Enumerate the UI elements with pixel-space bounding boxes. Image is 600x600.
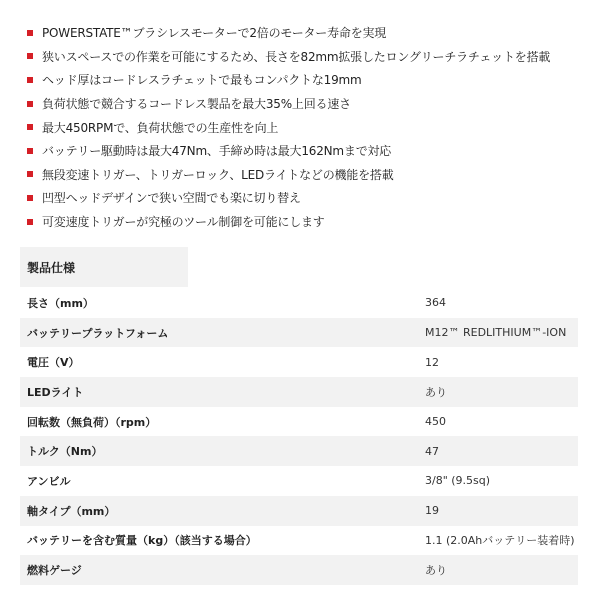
spec-value: 450	[425, 415, 446, 429]
feature-item	[0, 21, 550, 45]
feature-text: 可変速度トリガーが究極のツール制御を可能にします	[42, 215, 325, 230]
spec-title: 製品仕様	[27, 260, 76, 275]
spec-row	[20, 347, 578, 377]
feature-item	[0, 92, 550, 116]
spec-value: 364	[425, 296, 446, 310]
spec-label: 電圧（V）	[27, 356, 80, 370]
feature-item	[0, 186, 550, 210]
feature-text: 負荷状態で競合するコードレス製品を最大35%上回る速さ	[42, 97, 351, 112]
spec-value: 47	[425, 444, 439, 458]
spec-label: 回転数（無負荷）（rpm）	[27, 415, 157, 429]
spec-value: 19	[425, 504, 439, 518]
bullet-icon	[27, 101, 33, 107]
feature-item	[0, 45, 550, 69]
bullet-icon	[27, 124, 33, 130]
feature-text: POWERSTATE™ブラシレスモーターで2倍のモーター寿命を実現	[42, 26, 387, 41]
spec-table	[20, 288, 578, 585]
bullet-icon	[27, 219, 33, 225]
spec-value: 3/8" (9.5sq)	[425, 474, 491, 488]
spec-row	[20, 318, 578, 348]
spec-row	[20, 288, 578, 318]
feature-item	[0, 210, 550, 234]
feature-item	[0, 115, 550, 139]
feature-text: ヘッド厚はコードレスラチェットで最もコンパクトな19mm	[42, 73, 362, 88]
bullet-icon	[27, 171, 33, 177]
bullet-icon	[27, 53, 33, 59]
feature-item	[0, 163, 550, 187]
feature-text: 無段変速トリガー、トリガーロック、LEDライトなどの機能を搭載	[42, 167, 394, 182]
spec-label: 軸タイプ（mm）	[27, 504, 116, 518]
feature-text: 最大450RPMで、負荷状態での生産性を向上	[42, 120, 279, 135]
feature-text: バッテリー駆動時は最大47Nm、手締め時は最大162Nmまで対応	[42, 144, 392, 159]
spec-row	[20, 466, 578, 496]
bullet-icon	[27, 30, 33, 36]
spec-label: バッテリーを含む質量（kg）（該当する場合）	[27, 534, 257, 548]
feature-text: 凹型ヘッドデザインで狭い空間でも楽に切り替え	[42, 191, 301, 206]
spec-value: あり	[425, 385, 447, 399]
spec-section-title	[20, 247, 188, 287]
spec-row	[20, 407, 578, 437]
feature-list	[0, 21, 550, 233]
spec-row	[20, 555, 578, 585]
spec-value: 1.1 (2.0Ahバッテリー装着時)	[425, 534, 575, 548]
feature-item	[0, 139, 550, 163]
spec-row	[20, 496, 578, 526]
bullet-icon	[27, 195, 33, 201]
spec-label: トルク（Nm）	[27, 445, 103, 459]
feature-item	[0, 68, 550, 92]
spec-label: LEDライト	[27, 385, 84, 399]
spec-label: アンビル	[27, 474, 71, 488]
bullet-icon	[27, 77, 33, 83]
spec-value: M12™ REDLITHIUM™-ION	[425, 326, 567, 340]
spec-value: あり	[425, 564, 447, 578]
bullet-icon	[27, 148, 33, 154]
spec-label: 燃料ゲージ	[27, 564, 82, 578]
spec-row	[20, 436, 578, 466]
spec-label: 長さ（mm）	[27, 296, 94, 310]
spec-label: バッテリープラットフォーム	[27, 326, 169, 340]
spec-value: 12	[425, 355, 439, 369]
feature-text: 狭いスペースでの作業を可能にするため、長さを82mm拡張したロングリーチラチェットを搭載	[42, 49, 551, 64]
spec-row	[20, 526, 578, 556]
spec-row	[20, 377, 578, 407]
